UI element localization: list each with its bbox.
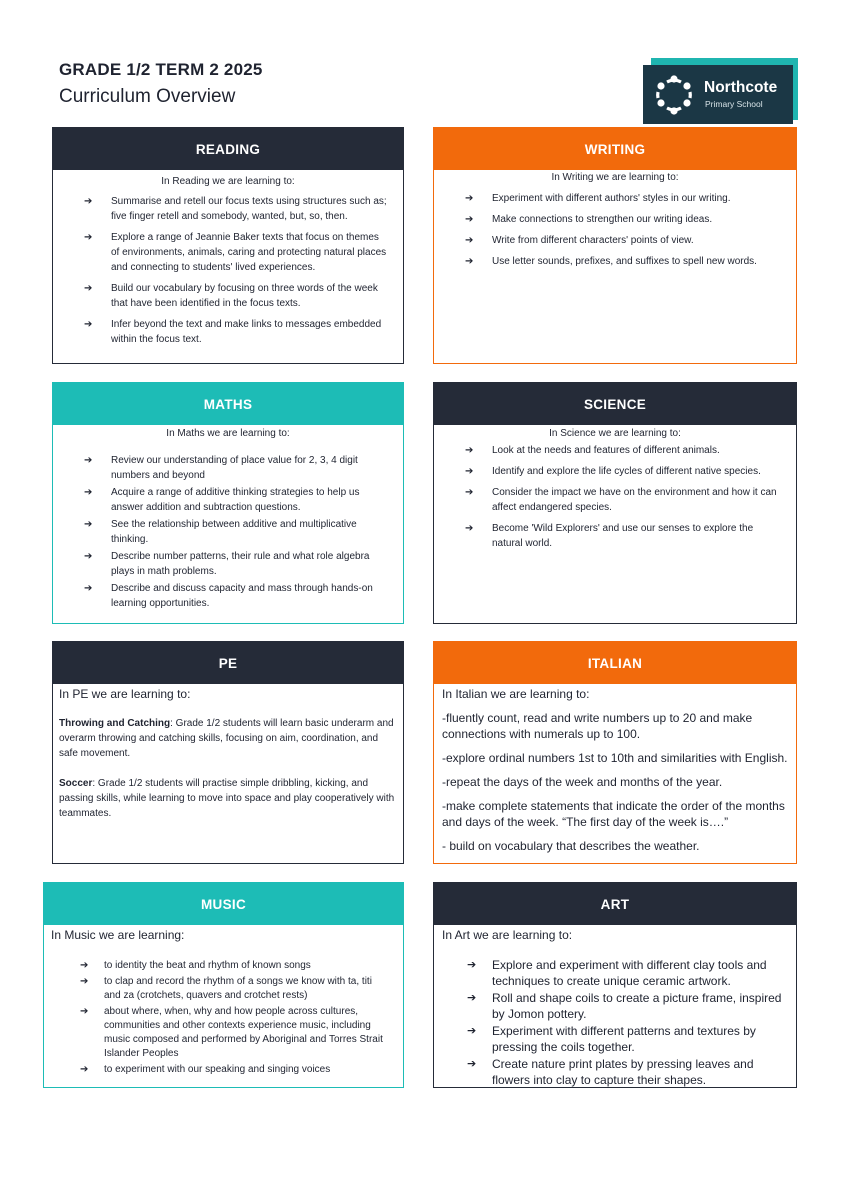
art-header: ART — [434, 883, 796, 925]
pe-throwing-paragraph: Throwing and Catching: Grade 1/2 students will learn basic underarm and overarm throwing and catching skills, focusing on aim, coordination, and safe movement. — [59, 718, 394, 759]
music-panel — [43, 882, 404, 1088]
list-item: ➔ Build our vocabulary by focusing on three words of the week that have been identified in the focus texts. — [53, 281, 403, 311]
italian-panel — [433, 641, 797, 864]
page-title: GRADE 1/2 TERM 2 2025 — [59, 60, 263, 79]
science-header: SCIENCE — [434, 383, 796, 425]
list-item: ➔ Experiment with different authors' styles in our writing. — [434, 191, 796, 206]
list-item: -explore ordinal numbers 1st to 10th and similarities with English. — [442, 751, 788, 765]
writing-header: WRITING — [434, 128, 796, 170]
pe-soccer-paragraph: Soccer: Grade 1/2 students will practise simple dribbling, kicking, and passing skills, while learning to move into space and play cooperatively with teammates. — [59, 778, 395, 819]
pe-intro: In PE we are learning to: — [59, 687, 191, 701]
reading-header: READING — [53, 128, 403, 170]
music-header: MUSIC — [44, 883, 403, 925]
pe-throwing-heading: Throwing and Catching — [59, 718, 171, 729]
list-item: ➔ Experiment with different patterns and textures by pressing the coils together. — [434, 1023, 796, 1055]
science-intro: In Science we are learning to: — [549, 428, 681, 439]
science-panel — [433, 382, 797, 624]
list-item: -repeat the days of the week and months of the year. — [442, 775, 723, 789]
pe-panel — [52, 641, 404, 864]
list-item: ➔ Use letter sounds, prefixes, and suffixes to spell new words. — [434, 254, 796, 269]
list-item: -fluently count, read and write numbers up to 20 and make connections with numerals up to 100. — [442, 711, 753, 741]
list-item: ➔ Explore a range of Jeannie Baker texts that focus on themes of environments, animals, caring and protecting natural places and connecting to students' lived experiences. — [53, 230, 403, 275]
list-item: - build on vocabulary that describes the weather. — [442, 839, 700, 853]
logo-subtitle: Primary School — [705, 99, 763, 109]
reading-intro: In Reading we are learning to: — [161, 176, 295, 187]
list-item: ➔ Acquire a range of additive thinking strategies to help us answer addition and subtraction questions. — [53, 485, 403, 515]
list-item: ➔ Summarise and retell our focus texts using structures such as; five finger retell and somebody, wanted, but, so, then. — [53, 194, 403, 224]
list-item: ➔ See the relationship between additive and multiplicative thinking. — [53, 517, 403, 547]
writing-panel — [433, 127, 797, 364]
list-item: ➔ about where, when, why and how people across cultures, communities and other contexts experience music, including music composed and performed by Aboriginal and Torres Strait Islander Peoples — [44, 1005, 403, 1061]
list-item: ➔ Infer beyond the text and make links to messages embedded within the focus text. — [53, 317, 403, 347]
maths-panel — [52, 382, 404, 624]
italian-intro: In Italian we are learning to: — [442, 687, 590, 701]
list-item: ➔ Explore and experiment with different clay tools and techniques to create unique ceramic artwork. — [434, 957, 796, 989]
list-item: ➔ Make connections to strengthen our writing ideas. — [434, 212, 796, 227]
art-intro: In Art we are learning to: — [442, 928, 573, 942]
list-item: ➔ Review our understanding of place value for 2, 3, 4 digit numbers and beyond — [53, 453, 403, 483]
page-subtitle: Curriculum Overview — [59, 86, 236, 107]
list-item: ➔ Identify and explore the life cycles of different native species. — [434, 464, 796, 479]
people-circle-icon — [652, 73, 696, 117]
reading-panel — [52, 127, 404, 364]
school-logo — [643, 58, 798, 124]
pe-soccer-heading: Soccer — [59, 778, 93, 789]
maths-header: MATHS — [53, 383, 403, 425]
pe-header: PE — [53, 642, 403, 684]
list-item: ➔ to identity the beat and rhythm of known songs — [44, 959, 403, 973]
list-item: -make complete statements that indicate the order of the months and days of the week. “The first day of the week is….” — [442, 799, 785, 829]
italian-header: ITALIAN — [434, 642, 796, 684]
list-item: ➔ Write from different characters' points of view. — [434, 233, 796, 248]
list-item: ➔ Consider the impact we have on the environment and how it can affect endangered species. — [434, 485, 796, 515]
art-panel — [433, 882, 797, 1088]
list-item: ➔ Become 'Wild Explorers' and use our senses to explore the natural world. — [434, 521, 796, 551]
logo-name: Northcote — [704, 79, 778, 96]
list-item: ➔ Describe and discuss capacity and mass through hands-on learning opportunities. — [53, 581, 403, 611]
list-item: ➔ Roll and shape coils to create a picture frame, inspired by Jomon pottery. — [434, 990, 796, 1022]
writing-intro: In Writing we are learning to: — [551, 172, 679, 183]
list-item: ➔ Look at the needs and features of different animals. — [434, 443, 796, 458]
music-intro: In Music we are learning: — [51, 928, 185, 942]
list-item: ➔ to clap and record the rhythm of a songs we know with ta, titi and za (crotchets, quavers and crotchet rests) — [44, 975, 403, 1003]
maths-intro: In Maths we are learning to: — [166, 428, 290, 439]
list-item: ➔ Describe number patterns, their rule and what role algebra plays in math problems. — [53, 549, 403, 579]
list-item: ➔ to experiment with our speaking and singing voices — [44, 1063, 403, 1077]
list-item: ➔ Create nature print plates by pressing leaves and flowers into clay to capture their shapes. — [434, 1056, 796, 1088]
